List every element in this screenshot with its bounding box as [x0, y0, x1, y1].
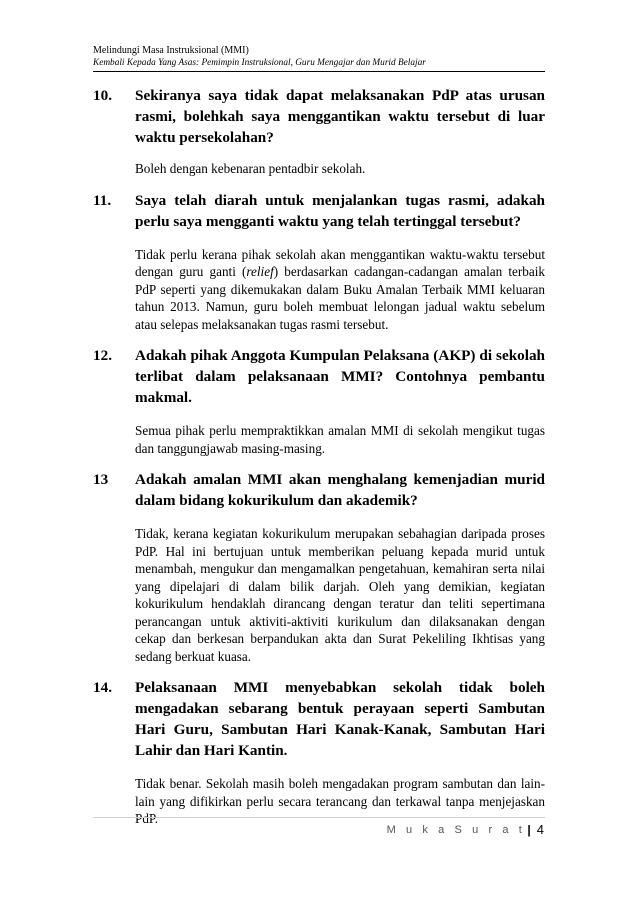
page-number: 4	[536, 822, 544, 837]
question-number: 14.	[93, 679, 112, 696]
question-number: 10.	[93, 87, 112, 104]
question-text: Saya telah diarah untuk menjalankan tugas rasmi, adakah perlu saya mengganti waktu yang telah tertinggal tersebut?	[135, 191, 545, 230]
faq-item-12	[93, 345, 545, 457]
question-text: Adakah pihak Anggota Kumpulan Pelaksana (AKP) di sekolah terlibat dalam pelaksanaan MMI? Contohnya pembantu makmal.	[135, 347, 545, 406]
answer-part: Boleh dengan kebenaran pentadbir sekolah.	[135, 161, 366, 176]
footer-separator: |	[527, 823, 531, 837]
question-number: 12.	[93, 347, 112, 364]
faq-item-14	[93, 677, 545, 828]
header-subtitle: Kembali Kepada Yang Asas: Pemimpin Instruksional, Guru Mengajar dan Murid Belajar	[93, 58, 426, 68]
page-footer	[387, 822, 544, 838]
answer-italic: relief	[246, 264, 274, 279]
header-divider	[93, 71, 545, 72]
question-text: Pelaksanaan MMI menyebabkan sekolah tidak boleh mengadakan sebarang bentuk perayaan seperti Sambutan Hari Guru, Sambutan Hari Kanak-Kanak, Sambutan Hari Lahir dan Hari Kantin.	[135, 679, 545, 759]
page-label: M u k a S u r a t	[386, 824, 526, 836]
answer-text	[135, 422, 545, 457]
footer-divider	[93, 817, 545, 818]
answer-text	[135, 160, 545, 178]
header-title: Melindungi Masa Instruksional (MMI)	[93, 45, 249, 56]
answer-part: Tidak benar. Sekolah masih boleh mengadakan program sambutan dan lain-lain yang difikirkan perlu secara terancang dan terkawal tanpa menjejaskan PdP.	[135, 776, 545, 826]
question-number: 11.	[93, 191, 112, 209]
faq-list	[93, 85, 545, 828]
answer-part: Semua pihak perlu mempraktikkan amalan MMI di sekolah mengikut tugas dan tanggungjawab masing-masing.	[135, 423, 545, 456]
faq-item-13	[93, 469, 545, 665]
faq-item-10	[93, 85, 545, 178]
answer-part: Tidak, kerana kegiatan kokurikulum merupakan sebahagian daripada proses PdP. Hal ini bertujuan untuk memberikan peluang kepada murid untuk menambah, mengukur dan mengamalkan pengetahuan, kemahiran serta nilai yang dipelajari di dalam bilik darjah. Oleh yang demikian, kegiatan kokurikulum hendaklah dirancang dengan teratur dan teliti sepertimana perancangan untuk aktiviti-aktiviti kurikulum dan dilaksanakan dengan cekap dan berkesan berpandukan akta dan Surat Pekeliling Ikhtisas yang sedang berkuat kuasa.	[135, 526, 545, 664]
page-header	[93, 44, 543, 69]
question-text: Sekiranya saya tidak dapat melaksanakan PdP atas urusan rasmi, bolehkah saya menggantikan waktu tersebut di luar waktu persekolahan?	[135, 87, 545, 146]
answer-part: ) berdasarkan cadangan-cadangan amalan terbaik PdP seperti yang dikemukakan dalam Buku Amalan Terbaik MMI keluaran tahun 2013. Namun, guru boleh membuat lelongan jadual waktu sebelum atau selepas melaksanakan tugas rasmi tersebut.	[135, 264, 545, 332]
faq-item-11	[93, 190, 545, 334]
answer-part: Tidak perlu kerana pihak sekolah akan menggantikan waktu-waktu tersebut dengan guru ganti (	[135, 246, 545, 279]
answer-text	[135, 775, 545, 828]
answer-text	[135, 525, 545, 665]
question-text: Adakah amalan MMI akan menghalang kemenjadian murid dalam bidang kokurikulum dan akademik?	[135, 471, 545, 509]
question-number: 13	[93, 471, 109, 488]
answer-text	[135, 246, 545, 334]
